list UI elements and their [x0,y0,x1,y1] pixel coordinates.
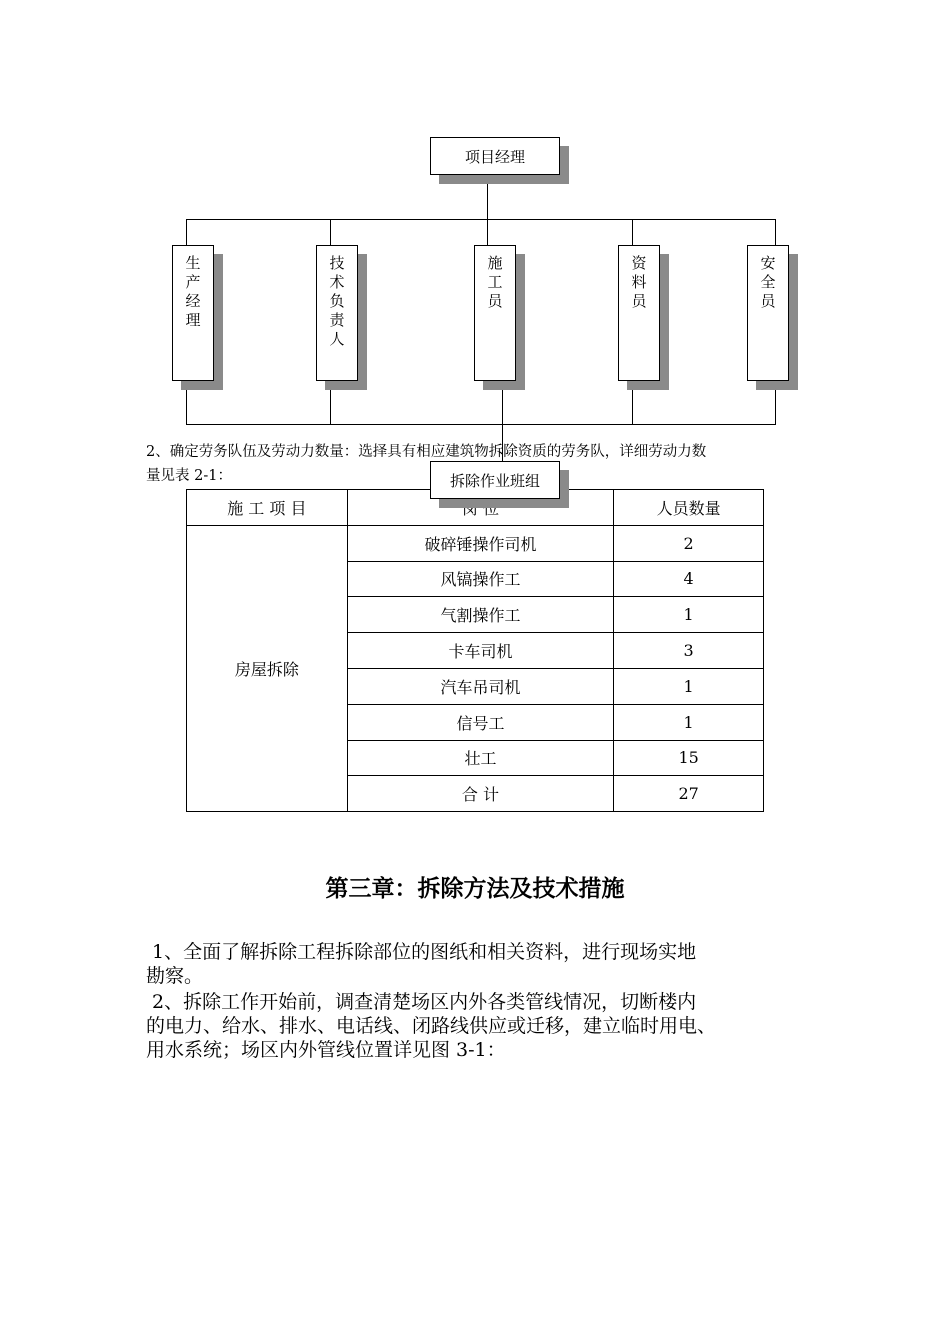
paragraph-line: 的电力、给水、排水、电话线、闭路线供应或迁移，建立临时用电、 [146,1015,717,1037]
org-dept-char: 员 [631,292,647,310]
org-dept-char: 资 [631,254,647,272]
connector-up-1 [186,382,187,424]
connector-drop-4 [632,219,633,246]
labor-table [186,489,764,812]
org-dept-box-3 [474,245,516,381]
count-cell: 15 [614,740,764,776]
connector-top-vertical [487,174,488,220]
org-dept-box-5 [747,245,789,381]
connector-up-5 [775,382,776,424]
org-dept-char: 人 [329,330,345,348]
post-cell: 汽车吊司机 [347,668,614,704]
table-row [187,525,764,561]
org-top-label: 项目经理 [464,147,525,166]
org-bottom-box [430,461,560,499]
org-top-box [430,137,560,175]
org-dept-char: 全 [760,273,776,291]
paragraph-line: 1、全面了解拆除工程拆除部位的图纸和相关资料，进行现场实地 [146,941,697,963]
header-project: 施 工 项 目 [187,490,348,526]
org-dept-char: 施 [487,254,503,272]
count-cell: 2 [614,525,764,561]
post-cell: 卡车司机 [347,633,614,669]
org-dept-char: 员 [760,292,776,310]
org-dept-char: 责 [329,311,345,329]
org-dept-box-1 [172,245,214,381]
count-cell: 1 [614,704,764,740]
labor-intro-line1: 2、确定劳务队伍及劳动力数量：选择具有相应建筑物拆除资质的劳务队，详细劳动力数 [146,444,707,460]
org-dept-box-4 [618,245,660,381]
count-cell: 3 [614,633,764,669]
labor-intro-line2: 量见表 2-1： [146,468,232,484]
org-dept-char: 安 [760,254,776,272]
paragraph-1 [146,940,822,988]
connector-drop-3 [487,219,488,246]
project-cell: 房屋拆除 [187,525,348,811]
count-cell: 4 [614,561,764,597]
org-dept-char: 料 [631,273,647,291]
header-post: 岗 位 [347,490,614,526]
connector-up-4 [632,382,633,424]
post-cell: 气割操作工 [347,597,614,633]
paragraph-line: 用水系统；场区内外管线位置详见图 3-1： [146,1039,506,1061]
connector-drop-2 [330,219,331,246]
org-dept-char: 员 [487,292,503,310]
paragraph-line: 2、拆除工作开始前，调查清楚场区内外各类管线情况，切断楼内 [146,991,697,1013]
header-count: 人员数量 [614,490,764,526]
post-cell: 信号工 [347,704,614,740]
connector-drop-5 [775,219,776,246]
post-cell: 合 计 [347,776,614,812]
org-dept-char: 工 [487,273,503,291]
org-dept-char: 生 [185,254,201,272]
org-dept-char: 技 [329,254,345,272]
post-cell: 风镐操作工 [347,561,614,597]
org-dept-box-2 [316,245,358,381]
count-cell: 1 [614,597,764,633]
connector-drop-1 [186,219,187,246]
paragraph-2 [146,990,822,1062]
connector-top-horizontal [186,219,776,220]
org-dept-char: 经 [185,292,201,310]
count-cell: 1 [614,668,764,704]
paragraph-line: 勘察。 [146,965,204,987]
org-dept-char: 理 [185,311,201,329]
org-bottom-label: 拆除作业班组 [449,471,540,490]
post-cell: 破碎锤操作司机 [347,525,614,561]
org-dept-char: 负 [329,292,345,310]
post-cell: 壮工 [347,740,614,776]
connector-bottom-horizontal [186,424,776,425]
org-dept-char: 产 [185,273,201,291]
connector-up-2 [330,382,331,424]
org-dept-char: 术 [329,273,345,291]
chapter-title: 第三章：拆除方法及技术措施 [325,876,625,902]
count-cell: 27 [614,776,764,812]
